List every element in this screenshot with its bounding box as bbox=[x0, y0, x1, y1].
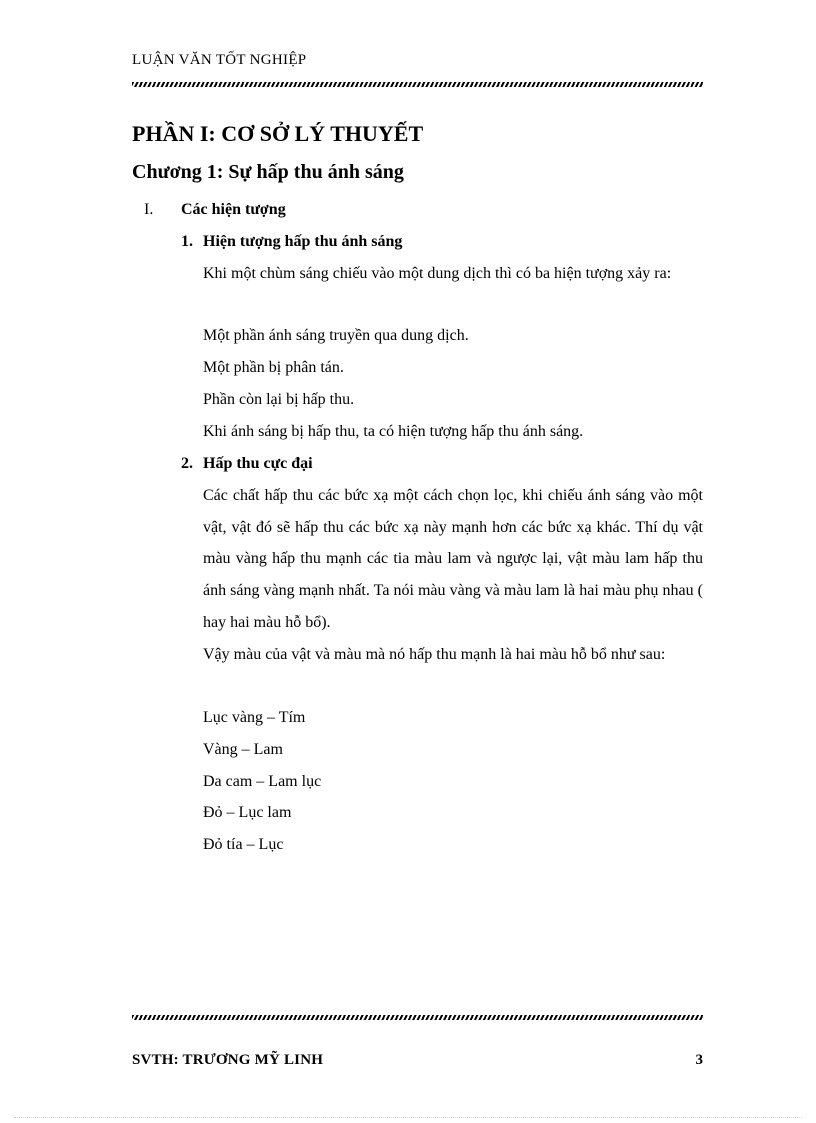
subsection-1-number: 1. bbox=[181, 233, 193, 250]
subsection-2-number: 2. bbox=[181, 455, 193, 472]
chapter-title: Chương 1: Sự hấp thu ánh sáng bbox=[132, 161, 404, 183]
footer-divider bbox=[132, 1015, 703, 1020]
color-pair-1: Lục vàng – Tím bbox=[203, 709, 306, 726]
subsection-1-line-4: Khi ánh sáng bị hấp thu, ta có hiện tượng hấp thu ánh sáng. bbox=[203, 423, 584, 440]
color-pair-5: Đỏ tía – Lục bbox=[203, 836, 284, 853]
part-title: PHẦN I: CƠ SỞ LÝ THUYẾT bbox=[132, 121, 424, 146]
subsection-2-title: Hấp thu cực đại bbox=[203, 455, 313, 472]
footer-author: SVTH: TRƯƠNG MỸ LINH bbox=[132, 1052, 324, 1068]
subsection-1-intro: Khi một chùm sáng chiếu vào một dung dịch thì có ba hiện tượng xảy ra: bbox=[203, 265, 672, 282]
page-number: 3 bbox=[695, 1052, 703, 1068]
color-pair-2: Vàng – Lam bbox=[203, 741, 283, 758]
subsection-1-title: Hiện tượng hấp thu ánh sáng bbox=[203, 233, 403, 250]
header-divider bbox=[132, 82, 703, 87]
page-edge-divider bbox=[14, 1117, 802, 1118]
section-number: I. bbox=[144, 201, 154, 218]
color-pair-3: Da cam – Lam lục bbox=[203, 773, 322, 790]
subsection-1-line-1: Một phần ánh sáng truyền qua dung dịch. bbox=[203, 327, 469, 344]
subsection-2-paragraph-1: Các chất hấp thu các bức xạ một cách chọn lọc, khi chiếu ánh sáng vào một vật, vật đó sẽ hấp thu các bức xạ này mạnh hơn các bức xạ khác. Thí dụ vật màu vàng hấp thu mạnh các tia màu lam và ngược lại, vật màu lam hấp thu ánh sáng vàng mạnh nhất. Ta nói màu vàng và màu lam là hai màu phụ nhau ( hay hai màu hỗ bổ). bbox=[203, 487, 703, 631]
running-header: LUẬN VĂN TỐT NGHIỆP bbox=[132, 52, 307, 68]
subsection-1-line-3: Phần còn lại bị hấp thu. bbox=[203, 391, 355, 408]
section-title: Các hiện tượng bbox=[181, 201, 286, 218]
subsection-2-paragraph-2: Vậy màu của vật và màu mà nó hấp thu mạnh là hai màu hỗ bổ như sau: bbox=[203, 646, 666, 663]
color-pair-4: Đỏ – Lục lam bbox=[203, 804, 292, 821]
subsection-1-line-2: Một phần bị phân tán. bbox=[203, 359, 344, 376]
